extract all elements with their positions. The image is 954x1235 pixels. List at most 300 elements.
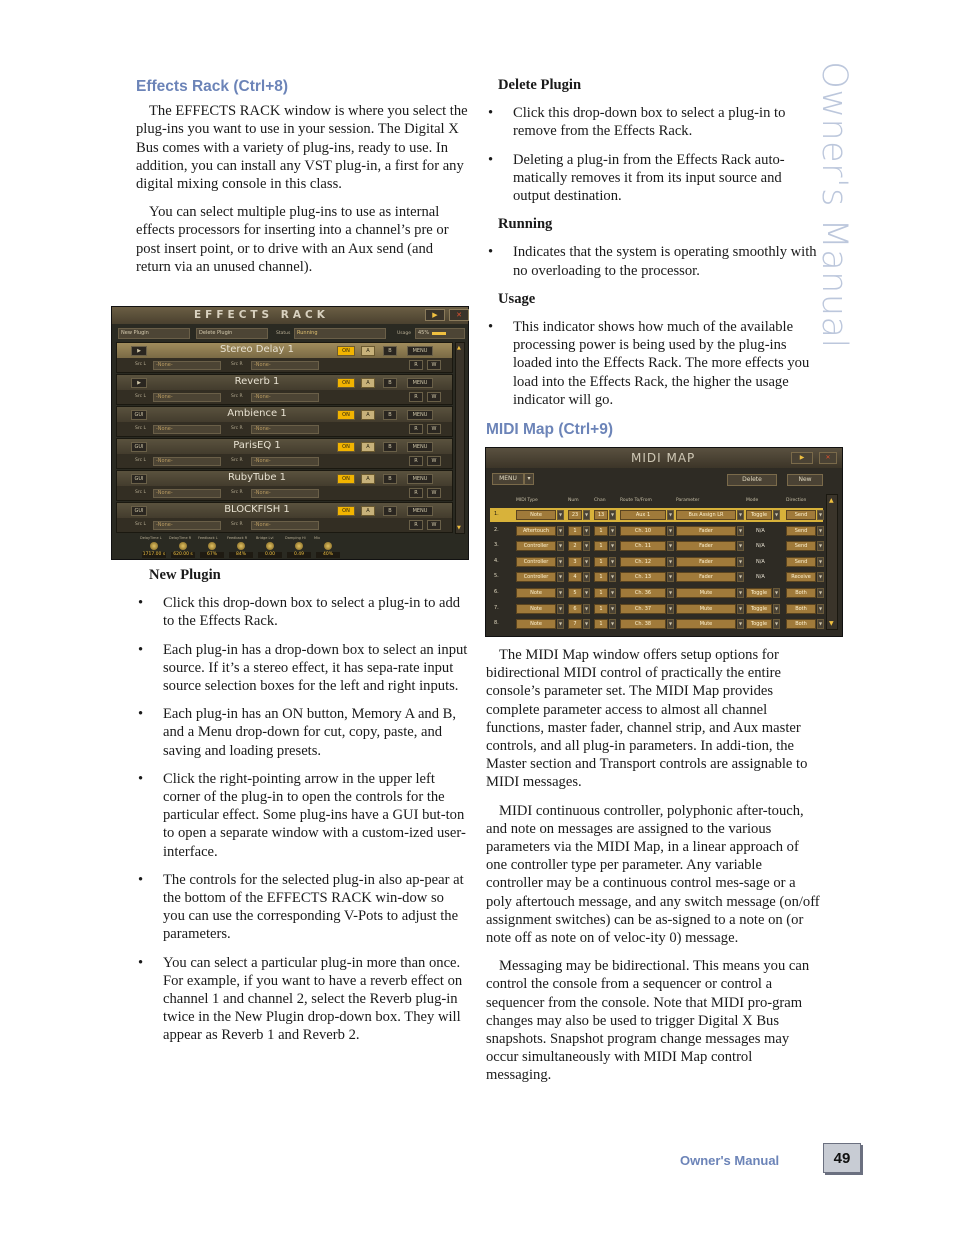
vpot-value: 67% — [200, 552, 224, 558]
memory-b-button[interactable]: B — [383, 506, 397, 516]
chevron-down-icon[interactable]: ▼ — [557, 510, 564, 520]
plugin-inputs — [117, 422, 452, 436]
chevron-down-icon[interactable]: ▼ — [609, 588, 616, 598]
midi-row-number: 3. — [494, 542, 499, 549]
midi-mode-value: N/A — [756, 527, 765, 534]
chevron-down-icon[interactable]: ▼ — [667, 588, 674, 598]
on-button[interactable]: ON — [337, 346, 355, 356]
src-left-label: Src L — [135, 426, 147, 431]
on-button[interactable]: ON — [337, 506, 355, 516]
effects-rack-title: EFFECTS RACK — [194, 309, 329, 321]
gui-button[interactable]: GUI — [131, 410, 147, 420]
chevron-down-icon[interactable]: ▼ — [817, 572, 824, 582]
status-value: Running — [294, 328, 386, 339]
midi-type-select[interactable]: Note — [516, 510, 556, 520]
midi-mode-value: N/A — [756, 543, 765, 550]
side-title: Owner's Manual — [814, 61, 854, 349]
midi-type-select[interactable]: Note — [516, 604, 556, 614]
chevron-down-icon[interactable]: ▼ — [773, 588, 780, 598]
vpot-label: Mix — [314, 536, 321, 540]
chevron-down-icon[interactable]: ▼ — [557, 526, 564, 536]
on-button[interactable]: ON — [337, 378, 355, 388]
midi-menu-button[interactable]: MENU — [492, 473, 524, 485]
midi-row-number: 6. — [494, 589, 499, 595]
chevron-down-icon[interactable]: ▼ — [557, 557, 564, 567]
plugin-slot — [116, 470, 453, 501]
vpot-knob-icon[interactable] — [266, 542, 274, 550]
midi-type-select[interactable]: Note — [516, 588, 556, 598]
bullet-item: • Click the right-pointing arrow in the upper left corner of the plug-in to open the controls for the particular effect. Some plug-ins have a GUI but-ton to open a separate window with a custom-ized user-interface. — [136, 770, 469, 861]
vpot-label: DelayTime L — [140, 536, 162, 540]
expand-arrow-icon[interactable]: ▶ — [131, 378, 147, 388]
memory-a-button[interactable]: A — [361, 346, 375, 356]
chevron-down-icon[interactable]: ▼ — [583, 604, 590, 614]
plugin-slot — [116, 438, 453, 469]
memory-b-button[interactable]: B — [383, 378, 397, 388]
effects-rack-titlebar — [112, 307, 468, 324]
read-button[interactable]: R — [409, 424, 423, 434]
chevron-down-icon[interactable]: ▼ — [817, 619, 824, 629]
chevron-down-icon[interactable]: ▼ — [817, 510, 824, 520]
midi-column-header: Mode — [746, 498, 759, 503]
on-button[interactable]: ON — [337, 474, 355, 484]
chevron-down-icon[interactable]: ▼ — [737, 588, 744, 598]
midi-column-header: Route To/From — [620, 498, 652, 503]
midi-map-row[interactable] — [490, 602, 823, 616]
write-button[interactable]: W — [427, 360, 441, 370]
midi-column-header: Chan — [594, 498, 606, 503]
vpot-knob-icon[interactable] — [237, 542, 245, 550]
chevron-down-icon[interactable]: ▼ — [667, 557, 674, 567]
plugin-header — [117, 343, 452, 358]
chevron-down-icon[interactable]: ▼ — [773, 604, 780, 614]
midi-chan-select[interactable]: 1 — [594, 619, 608, 629]
midi-map-title: MIDI MAP — [631, 451, 696, 465]
midi-map-row[interactable] — [490, 508, 823, 522]
memory-a-button[interactable]: A — [361, 506, 375, 516]
left-column-bottom — [136, 566, 469, 1055]
new-plugin-dropdown[interactable]: New Plugin — [118, 328, 190, 339]
midi-type-select[interactable]: Controller — [516, 557, 556, 567]
src-left-dropdown[interactable]: -None- — [153, 425, 221, 434]
midi-direction-select[interactable]: Both — [786, 619, 816, 629]
midi-map-titlebar — [486, 448, 842, 468]
midi-direction-select[interactable]: Both — [786, 604, 816, 614]
play-icon[interactable]: ▶ — [791, 452, 813, 464]
midi-num-select[interactable]: 2 — [568, 541, 582, 551]
memory-b-button[interactable]: B — [383, 410, 397, 420]
chevron-down-icon[interactable]: ▼ — [817, 526, 824, 536]
plugin-header — [117, 375, 452, 390]
memory-a-button[interactable]: A — [361, 410, 375, 420]
midi-parameter-select[interactable]: Fader — [676, 557, 736, 567]
on-button[interactable]: ON — [337, 410, 355, 420]
gui-button[interactable]: GUI — [131, 474, 147, 484]
chevron-down-icon[interactable]: ▼ — [667, 604, 674, 614]
midi-chan-select[interactable]: 1 — [594, 541, 608, 551]
src-left-dropdown[interactable]: -None- — [153, 521, 221, 530]
read-button[interactable]: R — [409, 456, 423, 466]
chevron-down-icon[interactable]: ▼ — [737, 572, 744, 582]
chevron-down-icon[interactable]: ▼ — [737, 526, 744, 536]
vpot-label: DelayTime R — [169, 536, 192, 540]
chevron-down-icon[interactable]: ▼ — [667, 572, 674, 582]
memory-a-button[interactable]: A — [361, 378, 375, 388]
chevron-down-icon[interactable]: ▼ — [667, 541, 674, 551]
midi-chan-select[interactable]: 1 — [594, 604, 608, 614]
midi-mode-value: N/A — [756, 574, 765, 581]
src-left-label: Src L — [135, 362, 147, 367]
src-left-dropdown[interactable]: -None- — [153, 393, 221, 402]
expand-arrow-icon[interactable]: ▶ — [131, 346, 147, 356]
midi-row-number: 1. — [494, 511, 499, 517]
chevron-down-icon[interactable]: ▼ — [737, 510, 744, 520]
left-column-top — [136, 78, 469, 276]
gui-button[interactable]: GUI — [131, 442, 147, 452]
midi-new-button[interactable]: New — [787, 474, 823, 486]
midi-para-2: MIDI continuous controller, polyphonic after-touch, and note on messages are assigned to the various parameters via the MIDI Map, in a linear approach of one controller type per parameter. Any variable controller may be a continuous control mes-sage or a poly aftertouch message, and any switch message (on/off assignment switches) can be as-signed to a note on (or note off as note on of veloc-ity 0) message. — [486, 802, 820, 947]
chevron-down-icon[interactable]: ▼ — [773, 510, 780, 520]
plugin-name: Reverb 1 — [234, 376, 280, 387]
midi-chan-select[interactable]: 1 — [594, 588, 608, 598]
midi-row-number: 2. — [494, 526, 499, 533]
gui-button[interactable]: GUI — [131, 506, 147, 516]
midi-row-number: 8. — [494, 620, 499, 627]
scroll-down-icon[interactable]: ▼ — [829, 620, 834, 627]
vpot-label: Feedback R — [227, 536, 248, 540]
plugin-name: RubyTube 1 — [227, 472, 287, 483]
write-button[interactable]: W — [427, 488, 441, 498]
plugin-name: Ambience 1 — [227, 408, 287, 419]
midi-chan-select[interactable]: 1 — [594, 572, 608, 582]
midi-column-header: Num — [568, 498, 579, 503]
memory-b-button[interactable]: B — [383, 474, 397, 484]
right-column-bottom — [486, 646, 820, 1085]
midi-mode-select[interactable]: Toggle — [746, 588, 772, 598]
midi-direction-select[interactable]: Send — [786, 557, 816, 567]
plugin-slot — [116, 406, 453, 437]
src-right-dropdown[interactable]: -None- — [251, 393, 319, 402]
chevron-down-icon[interactable]: ▼ — [609, 572, 616, 582]
midi-direction-select[interactable]: Send — [786, 526, 816, 536]
chevron-down-icon[interactable]: ▼ — [817, 557, 824, 567]
midi-map-row[interactable] — [490, 539, 823, 553]
midi-row-number: 7. — [494, 604, 499, 611]
chevron-down-icon[interactable]: ▼ — [667, 619, 674, 629]
midi-para-1: The MIDI Map window offers setup options for bidirectional MIDI control of practically the entire console’s parameter set. The MIDI Map provides complete parameter access to almost all channel functions, master fader, channel strip, and Aux master controls, and all plug-in parameters. In addi-tion, the Master section and Transport controls are assignable to MIDI messages. — [486, 647, 808, 791]
effects-rack-toolbar — [116, 326, 466, 339]
scroll-down-icon[interactable]: ▼ — [457, 525, 461, 531]
midi-direction-select[interactable]: Both — [786, 588, 816, 598]
bullet-item: • Click this drop-down box to select a plug-in to remove from the Effects Rack. — [486, 104, 820, 140]
bullet-item: • The controls for the selected plug-in also ap-pear at the bottom of the EFFECTS RACK win-dow so you can use the corresponding V-Pots to adjust the parameters. — [136, 871, 469, 944]
midi-map-row[interactable] — [490, 570, 823, 584]
right-column-top — [486, 76, 820, 439]
midi-parameter-select[interactable]: Mute — [676, 604, 736, 614]
plugin-header — [117, 471, 452, 486]
vpot-knob-icon[interactable] — [150, 542, 158, 550]
vpot-value: 620.00 s — [171, 552, 195, 558]
midi-chan-select[interactable]: 1 — [594, 526, 608, 536]
chevron-down-icon[interactable]: ▼ — [609, 557, 616, 567]
midi-type-select[interactable]: Controller — [516, 572, 556, 582]
plugin-inputs — [117, 454, 452, 468]
midi-chan-select[interactable]: 13 — [594, 510, 608, 520]
midi-map-row[interactable] — [490, 617, 823, 631]
src-left-label: Src L — [135, 458, 147, 463]
midi-direction-select[interactable]: Receive — [786, 572, 816, 582]
bullet-item: • Deleting a plug-in from the Effects Rack auto-matically removes it from its input source and output destination. — [486, 151, 820, 206]
chevron-down-icon[interactable]: ▼ — [609, 619, 616, 629]
src-right-label: Src R — [231, 458, 243, 463]
midi-route-select[interactable]: Aux 1 — [620, 510, 666, 520]
src-left-label: Src L — [135, 522, 147, 527]
src-right-label: Src R — [231, 426, 243, 431]
midi-column-header: Parameter — [676, 498, 700, 503]
midi-num-select[interactable]: 5 — [568, 588, 582, 598]
plugin-header — [117, 439, 452, 454]
plugin-name: BLOCKFISH 1 — [224, 504, 290, 515]
plugin-menu-button[interactable]: MENU — [407, 378, 433, 388]
vpot-knob-icon[interactable] — [179, 542, 187, 550]
plugin-inputs — [117, 518, 452, 532]
chevron-down-icon[interactable]: ▼ — [773, 619, 780, 629]
close-icon[interactable]: ✕ — [449, 309, 469, 321]
new-plugin-head: New Plugin — [149, 567, 221, 583]
vpot-value: 84% — [229, 552, 253, 558]
midi-parameter-select[interactable]: Mute — [676, 619, 736, 629]
midi-scrollbar[interactable] — [826, 494, 838, 630]
plugin-slot — [116, 502, 453, 533]
plugin-name: Stereo Delay 1 — [220, 344, 294, 355]
chevron-down-icon[interactable]: ▼ — [583, 588, 590, 598]
src-right-label: Src R — [231, 490, 243, 495]
src-right-dropdown[interactable]: -None- — [251, 521, 319, 530]
midi-num-select[interactable]: 3 — [568, 557, 582, 567]
src-right-label: Src R — [231, 394, 243, 399]
vpot-value: 40% — [316, 552, 340, 558]
running-head: Running — [498, 216, 553, 233]
read-button[interactable]: R — [409, 520, 423, 530]
page-number-box — [823, 1143, 861, 1173]
midi-mode-select[interactable]: Toggle — [746, 604, 772, 614]
plugin-inputs — [117, 486, 452, 500]
chevron-down-icon[interactable]: ▼ — [817, 604, 824, 614]
scroll-up-icon[interactable]: ▲ — [829, 497, 834, 504]
midi-map-window — [485, 447, 843, 637]
midi-route-select[interactable]: Ch. 10 — [620, 526, 666, 536]
chevron-down-icon[interactable]: ▼ — [583, 526, 590, 536]
vpot-value: 0.00 — [258, 552, 282, 558]
usage-label: Usage — [397, 331, 412, 336]
midi-num-select[interactable]: 23 — [568, 510, 582, 520]
midi-num-select[interactable]: 6 — [568, 604, 582, 614]
chevron-down-icon[interactable]: ▼ — [557, 604, 564, 614]
midi-route-select[interactable]: Ch. 13 — [620, 572, 666, 582]
chevron-down-icon[interactable]: ▼ — [737, 604, 744, 614]
chevron-down-icon[interactable]: ▼ — [583, 541, 590, 551]
midi-num-select[interactable]: 4 — [568, 572, 582, 582]
on-button[interactable]: ON — [337, 442, 355, 452]
midi-column-header: MIDI Type — [516, 498, 538, 503]
midi-mode-select[interactable]: Toggle — [746, 510, 772, 520]
plugin-inputs — [117, 358, 452, 372]
play-icon[interactable]: ▶ — [425, 309, 445, 321]
midi-column-header: Direction — [786, 498, 807, 503]
vpot-label: Feedback L — [198, 536, 218, 540]
scroll-up-icon[interactable]: ▲ — [457, 345, 461, 351]
src-right-dropdown[interactable]: -None- — [251, 457, 319, 466]
effects-rack-heading: Effects Rack (Ctrl+8) — [136, 78, 289, 95]
plugin-menu-button[interactable]: MENU — [407, 506, 433, 516]
bullet-item: • This indicator shows how much of the available processing power is being used by the plug-ins loaded into the Effects Rack. The more effects you load into the Effects Rack, the higher the usage indicator will go. — [486, 318, 820, 409]
memory-b-button[interactable]: B — [383, 442, 397, 452]
midi-type-select[interactable]: Note — [516, 619, 556, 629]
chevron-down-icon[interactable]: ▼ — [667, 526, 674, 536]
effects-rack-window — [111, 306, 469, 560]
page-number: 49 — [833, 1150, 851, 1167]
status-label: Status — [276, 331, 291, 336]
new-plugin-bullets — [136, 594, 469, 1044]
close-icon[interactable]: ✕ — [819, 452, 837, 464]
vpot-label: Bridge Lvl — [256, 536, 274, 540]
midi-route-select[interactable]: Ch. 38 — [620, 619, 666, 629]
chevron-down-icon[interactable]: ▼ — [583, 557, 590, 567]
chevron-down-icon[interactable]: ▼ — [609, 526, 616, 536]
effects-rack-para-2: You can select multiple plug-ins to use as internal effects processors for inserting into a channel’s pre or post insert point, or to drive with an Aux send (and return via an unused channel). — [136, 204, 449, 275]
src-right-dropdown[interactable]: -None- — [251, 489, 319, 498]
footer-text: Owner's Manual — [680, 1153, 780, 1168]
plugin-header — [117, 503, 452, 518]
delete-plugin-bullets — [486, 104, 820, 205]
src-left-dropdown[interactable]: -None- — [153, 489, 221, 498]
plugin-slot — [116, 342, 453, 373]
src-left-label: Src L — [135, 490, 147, 495]
usage-value: 45% — [418, 330, 430, 336]
midi-num-select[interactable]: 7 — [568, 619, 582, 629]
chevron-down-icon[interactable]: ▼ — [557, 572, 564, 582]
bullet-item: • Indicates that the system is operating smoothly with no overloading to the processor. — [486, 243, 820, 279]
read-button[interactable]: R — [409, 488, 423, 498]
midi-route-select[interactable]: Ch. 36 — [620, 588, 666, 598]
chevron-down-icon[interactable]: ▼ — [557, 588, 564, 598]
chevron-down-icon[interactable]: ▼ — [583, 572, 590, 582]
chevron-down-icon[interactable]: ▼ — [583, 619, 590, 629]
write-button[interactable]: W — [427, 424, 441, 434]
effects-rack-para-1: The EFFECTS RACK window is where you select the plug-ins you want to use in your session. The Digital X Bus comes with a variety of plug-ins, ready to use. In addition, you can install any VST plug-in, a first for any digital mixing console in this class. — [136, 103, 468, 193]
plugin-menu-button[interactable]: MENU — [407, 474, 433, 484]
midi-route-select[interactable]: Ch. 12 — [620, 557, 666, 567]
memory-a-button[interactable]: A — [361, 442, 375, 452]
midi-direction-select[interactable]: Send — [786, 541, 816, 551]
plugin-slot — [116, 374, 453, 405]
read-button[interactable]: R — [409, 360, 423, 370]
midi-map-row[interactable] — [490, 586, 823, 600]
src-right-dropdown[interactable]: -None- — [251, 361, 319, 370]
memory-b-button[interactable]: B — [383, 346, 397, 356]
chevron-down-icon[interactable]: ▼ — [609, 541, 616, 551]
plugin-menu-button[interactable]: MENU — [407, 442, 433, 452]
bullet-item: • Each plug-in has a drop-down box to select an input source. If it’s a stereo effect, it has sepa-rate input source selection boxes for the left and right inputs. — [136, 641, 469, 696]
chevron-down-icon[interactable]: ▼ — [817, 588, 824, 598]
midi-map-row[interactable] — [490, 524, 823, 538]
chevron-down-icon[interactable]: ▼ — [737, 541, 744, 551]
plugin-name: ParisEQ 1 — [233, 440, 281, 451]
midi-parameter-select[interactable]: Bus Assign LR — [676, 510, 736, 520]
usage-fill — [432, 332, 446, 335]
chevron-down-icon[interactable]: ▼ — [737, 557, 744, 567]
vpot-controls — [142, 537, 462, 559]
running-bullets — [486, 243, 820, 279]
plugin-header — [117, 407, 452, 422]
chevron-down-icon[interactable]: ▼ — [609, 604, 616, 614]
chevron-down-icon[interactable]: ▼ — [557, 619, 564, 629]
src-left-dropdown[interactable]: -None- — [153, 457, 221, 466]
chevron-down-icon[interactable]: ▼ — [817, 541, 824, 551]
midi-route-select[interactable]: Ch. 11 — [620, 541, 666, 551]
src-right-label: Src R — [231, 522, 243, 527]
src-right-label: Src R — [231, 362, 243, 367]
chevron-down-icon[interactable]: ▼ — [609, 510, 616, 520]
src-left-label: Src L — [135, 394, 147, 399]
midi-parameter-select[interactable]: Fader — [676, 526, 736, 536]
midi-mode-select[interactable]: Toggle — [746, 619, 772, 629]
src-right-dropdown[interactable]: -None- — [251, 425, 319, 434]
rack-scrollbar[interactable] — [455, 342, 465, 534]
usage-head: Usage — [498, 290, 536, 307]
midi-direction-select[interactable]: Send — [786, 510, 816, 520]
midi-parameter-select[interactable]: Mute — [676, 588, 736, 598]
midi-map-heading: MIDI Map (Ctrl+9) — [486, 421, 614, 439]
midi-type-select[interactable]: Controller — [516, 541, 556, 551]
delete-plugin-head: Delete Plugin — [498, 77, 582, 93]
plugin-menu-button[interactable]: MENU — [407, 346, 433, 356]
midi-parameter-select[interactable]: Fader — [676, 541, 736, 551]
chevron-down-icon[interactable]: ▼ — [667, 510, 674, 520]
midi-route-select[interactable]: Ch. 37 — [620, 604, 666, 614]
midi-chan-select[interactable]: 1 — [594, 557, 608, 567]
midi-parameter-select[interactable]: Fader — [676, 572, 736, 582]
plugin-inputs — [117, 390, 452, 404]
vpot-label: Damping Hi — [285, 536, 306, 540]
src-left-dropdown[interactable]: -None- — [153, 361, 221, 370]
write-button[interactable]: W — [427, 392, 441, 402]
memory-a-button[interactable]: A — [361, 474, 375, 484]
chevron-down-icon[interactable]: ▼ — [583, 510, 590, 520]
usage-meter — [415, 328, 465, 339]
vpot-knob-icon[interactable] — [208, 542, 216, 550]
read-button[interactable]: R — [409, 392, 423, 402]
write-button[interactable]: W — [427, 520, 441, 530]
chevron-down-icon[interactable]: ▼ — [557, 541, 564, 551]
midi-map-row[interactable] — [490, 555, 823, 569]
write-button[interactable]: W — [427, 456, 441, 466]
plugin-menu-button[interactable]: MENU — [407, 410, 433, 420]
chevron-down-icon[interactable]: ▾ — [524, 473, 534, 485]
midi-delete-button[interactable]: Delete — [727, 474, 777, 486]
midi-row-number: 5. — [494, 573, 499, 580]
vpot-value: 0.49 — [287, 552, 311, 558]
midi-row-number: 4. — [494, 557, 499, 564]
midi-type-select[interactable]: Aftertouch — [516, 526, 556, 536]
vpot-knob-icon[interactable] — [324, 542, 332, 550]
bullet-item: • Click this drop-down box to select a plug-in to add to the Effects Rack. — [136, 594, 469, 630]
midi-num-select[interactable]: 1 — [568, 526, 582, 536]
vpot-knob-icon[interactable] — [295, 542, 303, 550]
chevron-down-icon[interactable]: ▼ — [737, 619, 744, 629]
delete-plugin-dropdown[interactable]: Delete Plugin — [196, 328, 268, 339]
bullet-item: • You can select a particular plug-in more than once. For example, if you want to have a reverb effect on channel 1 and channel 2, select the Reverb plug-in twice in the New Plugin drop-down box. They will appear as Reverb 1 and Reverb 2. — [136, 954, 469, 1045]
